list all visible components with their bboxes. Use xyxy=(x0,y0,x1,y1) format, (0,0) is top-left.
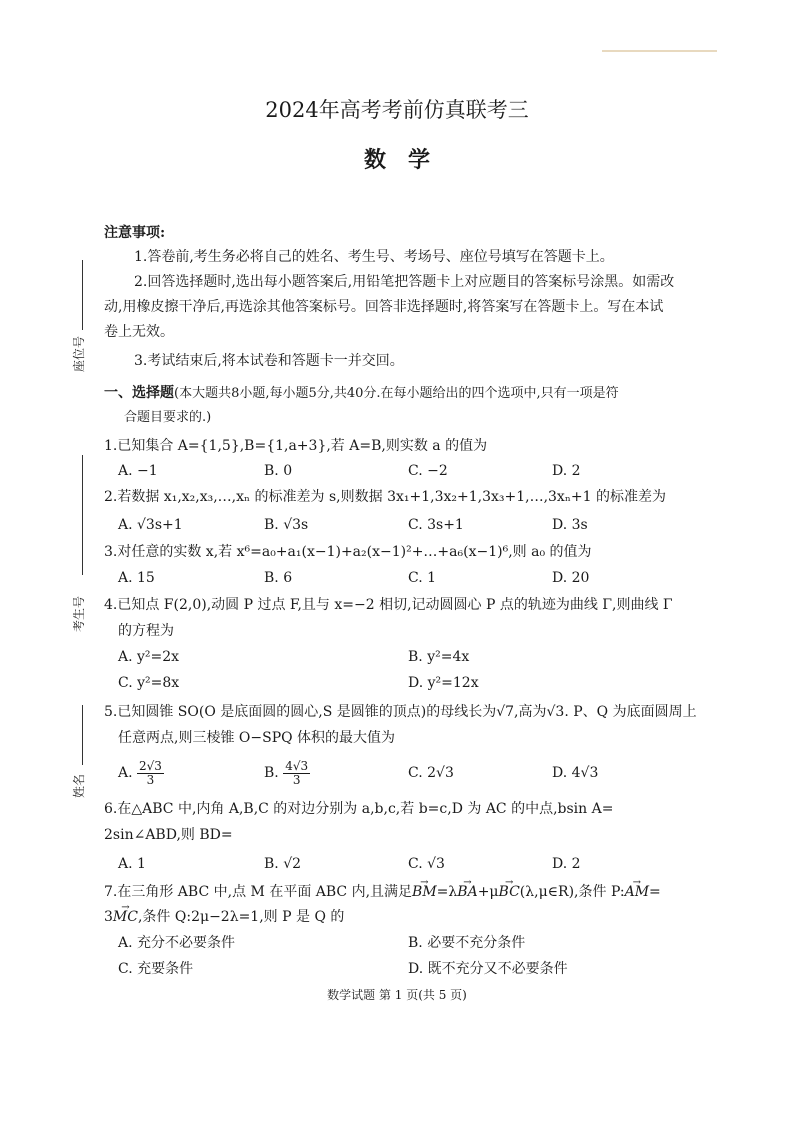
q4-option-a: A. y²=2x xyxy=(118,649,180,665)
q4-stem-line-1: 4.已知点 F(2,0),动圆 P 过点 F,且与 x=−2 相切,记动圆圆心 P 点的轨迹为曲线 Γ,则曲线 Γ xyxy=(104,597,673,613)
q5-stem-line-1: 5.已知圆锥 SO(O 是底面圆的圆心,S 是圆锥的顶点)的母线长为√7,高为√3. P、Q 为底面圆周上 xyxy=(104,704,697,720)
q6-stem-line-2: 2sin∠ABD,则 BD= xyxy=(104,827,233,843)
q4-option-b: B. y²=4x xyxy=(408,649,470,665)
q5-option-b-label: B. xyxy=(264,765,279,781)
q3-option-d: D. 20 xyxy=(552,570,590,586)
q7-stem-line-2-coef: 3 xyxy=(104,909,113,925)
q6-option-b: B. √2 xyxy=(264,856,302,872)
q7-option-d: D. 既不充分又不必要条件 xyxy=(408,961,568,977)
q7-stem-line-1 xyxy=(104,883,661,901)
q1-option-a: A. −1 xyxy=(118,463,158,479)
q2-stem: 2.若数据 x₁,x₂,x₃,…,xₙ 的标准差为 s,则数据 3x₁+1,3x₂+1,3x₃+1,…,3xₙ+1 的标准差为 xyxy=(104,489,666,505)
notice-item-1: 1.答卷前,考生务必将自己的姓名、考生号、考场号、座位号填写在答题卡上。 xyxy=(134,249,614,265)
q2-option-d: D. 3s xyxy=(552,517,588,533)
q7-condition-p: (λ,μ∈R),条件 P: xyxy=(519,884,625,900)
q7-eq-lambda: =λ xyxy=(436,884,458,900)
q5-option-d: D. 4√3 xyxy=(552,765,599,781)
notice-item-2-line-1: 2.回答选择题时,选出每小题答案后,用铅笔把答题卡上对应题目的答案标号涂黑。如需改 xyxy=(134,274,675,290)
subject-title: 数 学 xyxy=(363,147,430,173)
vector-mc: → MC xyxy=(113,908,138,926)
q4-stem-line-2: 的方程为 xyxy=(118,623,174,639)
scan-mark xyxy=(602,50,717,52)
exam-number-line xyxy=(82,455,83,575)
page-footer: 数学试题 第 1 页(共 5 页) xyxy=(327,988,467,1002)
notice-item-3: 3.考试结束后,将本试卷和答题卡一并交回。 xyxy=(134,353,404,369)
q4-option-d: D. y²=12x xyxy=(408,675,479,691)
q5-option-a-numerator: 2√3 xyxy=(139,758,162,773)
section-1-desc-line-2: 合题目要求的.) xyxy=(124,410,212,425)
q5-option-b-numerator: 4√3 xyxy=(285,758,309,773)
section-1-heading: 一、选择题 xyxy=(104,385,174,401)
q2-option-a: A. √3s+1 xyxy=(118,517,183,533)
q6-option-a: A. 1 xyxy=(118,856,146,872)
section-1-heading-line-1 xyxy=(104,384,619,403)
q3-stem: 3.对任意的实数 x,若 x⁶=a₀+a₁(x−1)+a₂(x−1)²+…+a₆(x−1)⁶,则 a₀ 的值为 xyxy=(104,544,592,560)
q7-equals: = xyxy=(649,884,661,900)
q5-option-b-fraction xyxy=(283,760,310,787)
q3-option-b: B. 6 xyxy=(264,570,293,586)
q4-option-c: C. y²=8x xyxy=(118,675,180,691)
q7-option-a: A. 充分不必要条件 xyxy=(118,935,236,951)
q6-option-c: C. √3 xyxy=(408,856,445,872)
q5-option-a-denominator: 3 xyxy=(146,772,155,787)
q5-option-b xyxy=(264,758,310,788)
name-line xyxy=(82,705,83,765)
exam-title: 2024年高考考前仿真联考三 xyxy=(265,98,529,122)
q3-option-c: C. 1 xyxy=(408,570,437,586)
vector-am: → AM xyxy=(625,883,649,901)
q5-option-a-label: A. xyxy=(118,765,133,781)
section-1-desc: (本大题共8小题,每小题5分,共40分.在每小题给出的四个选项中,只有一项是符 xyxy=(174,386,619,401)
q7-condition-q: ,条件 Q:2μ−2λ=1,则 P 是 Q 的 xyxy=(137,909,345,925)
notice-item-2-line-3: 卷上无效。 xyxy=(104,324,174,340)
q1-option-c: C. −2 xyxy=(408,463,448,479)
notice-item-2-line-2: 动,用橡皮擦干净后,再选涂其他答案标号。回答非选择题时,将答案写在答题卡上。写在本试 xyxy=(104,299,664,315)
q7-option-b: B. 必要不充分条件 xyxy=(408,935,526,951)
exam-number-label: 考生号 xyxy=(72,595,86,632)
q6-option-d: D. 2 xyxy=(552,856,581,872)
q7-plus-mu: +μ xyxy=(477,884,499,900)
q2-option-c: C. 3s+1 xyxy=(408,517,464,533)
name-label: 姓名 xyxy=(72,773,86,798)
q1-option-d: D. 2 xyxy=(552,463,581,479)
q7-option-c: C. 充要条件 xyxy=(118,961,194,977)
vector-bc: → BC xyxy=(499,883,520,901)
vector-bm: → BM xyxy=(412,883,437,901)
seat-number-label: 座位号 xyxy=(72,335,86,372)
q6-stem-line-1: 6.在△ABC 中,内角 A,B,C 的对边分别为 a,b,c,若 b=c,D 为 AC 的中点,bsin A= xyxy=(104,801,614,817)
vector-ba: → BA xyxy=(457,883,477,901)
q5-option-a-fraction xyxy=(137,760,164,787)
seat-line xyxy=(82,260,83,330)
notice-heading: 注意事项: xyxy=(104,225,166,241)
q1-stem: 1.已知集合 A={1,5},B={1,a+3},若 A=B,则实数 a 的值为 xyxy=(104,438,488,454)
q7-stem-line-2 xyxy=(104,908,344,926)
q5-option-b-denominator: 3 xyxy=(292,772,301,787)
q7-stem-part-1: 7.在三角形 ABC 中,点 M 在平面 ABC 内,且满足 xyxy=(104,884,413,900)
q5-option-a xyxy=(118,758,164,788)
q1-option-b: B. 0 xyxy=(264,463,293,479)
q5-stem-line-2: 任意两点,则三棱锥 O−SPQ 体积的最大值为 xyxy=(118,730,396,746)
q2-option-b: B. √3s xyxy=(264,517,309,533)
q3-option-a: A. 15 xyxy=(118,570,155,586)
q5-option-c: C. 2√3 xyxy=(408,765,454,781)
